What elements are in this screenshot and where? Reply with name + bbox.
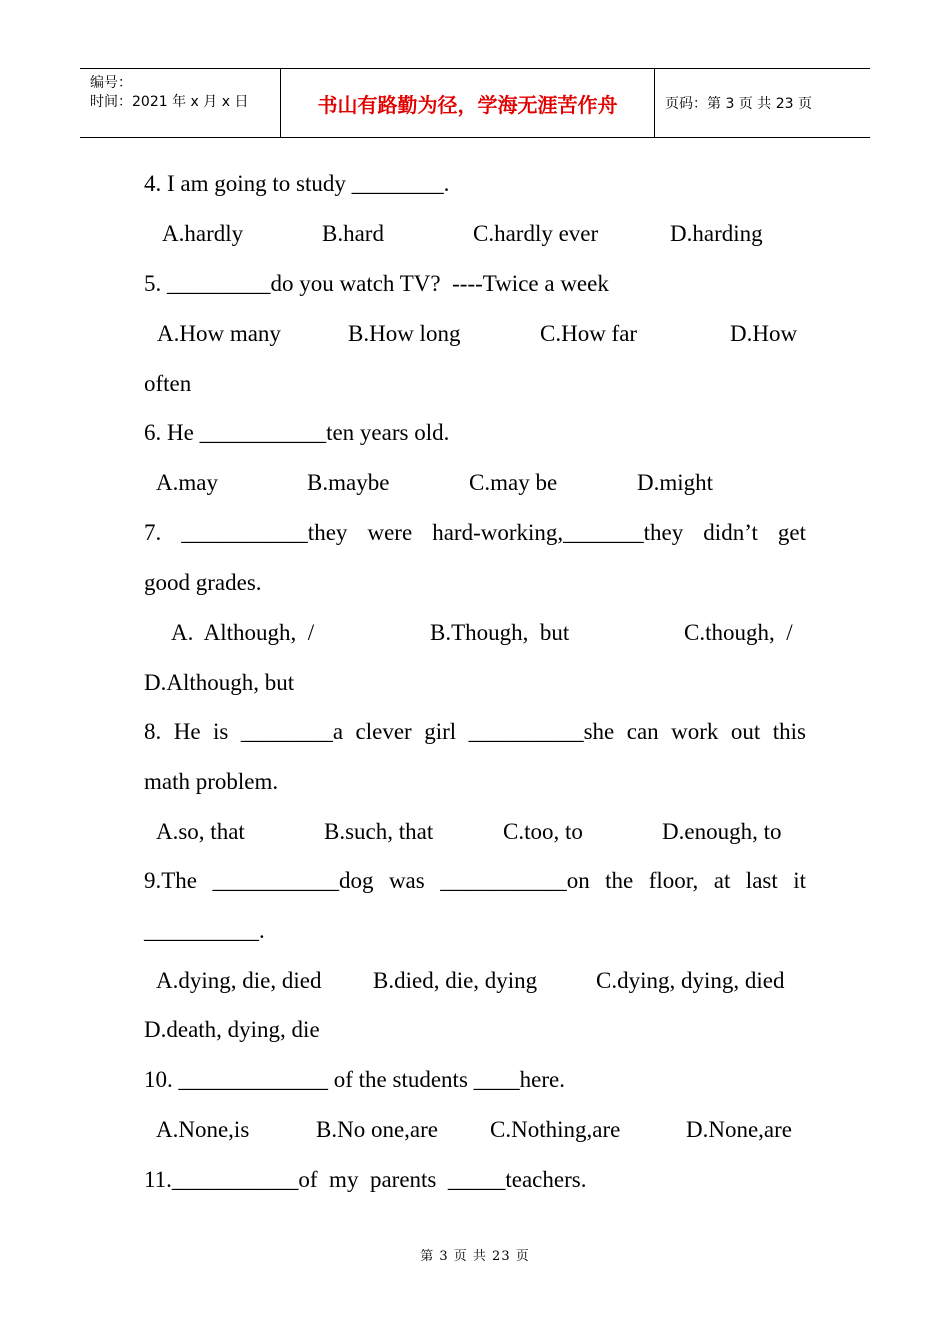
- question-4-option-a: A.hardly: [162, 221, 244, 246]
- question-7-option-b: B.Though, but: [430, 620, 570, 645]
- question-6-option-c: C.may be: [469, 470, 558, 495]
- question-9-stem-wrap: __________.: [144, 918, 265, 943]
- code-label: 编号：: [90, 75, 132, 91]
- question-7-stem-wrap: good grades.: [144, 570, 262, 595]
- question-6-option-d: D.might: [637, 470, 714, 495]
- question-7-option-a: A. Although, /: [171, 620, 315, 645]
- header-page-info: 页码：第 3 页 共 23 页: [665, 96, 812, 112]
- question-7-option-d: D.Although, but: [144, 670, 295, 695]
- page-footer: 第 3 页 共 23 页: [420, 1249, 530, 1264]
- header-meta: [80, 69, 281, 137]
- question-4-stem: 4. I am going to study ________.: [144, 171, 450, 196]
- question-8-stem-wrap: math problem.: [144, 769, 279, 794]
- question-9-option-b: B.died, die, dying: [373, 968, 538, 993]
- question-10-stem: 10. _____________ of the students ____here.: [144, 1067, 565, 1092]
- question-5-option-a: A.How many: [157, 321, 281, 346]
- question-8-stem: 8. He is ________a clever girl __________she can work out this: [144, 719, 806, 744]
- question-8-option-c: C.too, to: [503, 819, 583, 844]
- question-8-option-b: B.such, that: [324, 819, 434, 844]
- question-9-option-d: D.death, dying, die: [144, 1017, 320, 1042]
- question-6-stem: 6. He ___________ten years old.: [144, 420, 450, 445]
- header-motto: 书山有路勤为径，学海无涯苦作舟: [281, 69, 655, 137]
- question-8-option-d: D.enough, to: [662, 819, 782, 844]
- question-5-option-d: D.How: [730, 321, 798, 346]
- question-7-stem: 7. ___________they were hard-working,_______they didn’t get: [144, 520, 806, 545]
- question-5-stem: 5. _________do you watch TV? ----Twice a week: [144, 271, 609, 296]
- question-4-option-d: D.harding: [670, 221, 763, 246]
- question-10-option-a: A.None,is: [156, 1117, 250, 1142]
- question-5-option-c: C.How far: [540, 321, 638, 346]
- question-4-option-c: C.hardly ever: [473, 221, 599, 246]
- question-8-option-a: A.so, that: [156, 819, 245, 844]
- question-9-option-c: C.dying, dying, died: [596, 968, 785, 993]
- date-label: 时间：2021 年 x 月 x 日: [90, 94, 249, 110]
- question-7-option-c: C.though, /: [684, 620, 793, 645]
- question-6-option-b: B.maybe: [307, 470, 390, 495]
- question-5-option-b: B.How long: [348, 321, 461, 346]
- question-6-option-a: A.may: [156, 470, 218, 495]
- question-10-option-d: D.None,are: [686, 1117, 793, 1142]
- question-10-option-b: B.No one,are: [316, 1117, 438, 1142]
- question-9-option-a: A.dying, die, died: [156, 968, 322, 993]
- question-11-stem: 11.___________of my parents _____teachers.: [144, 1167, 587, 1192]
- question-5-option-d-wrap: often: [144, 371, 192, 396]
- question-10-option-c: C.Nothing,are: [490, 1117, 621, 1142]
- question-4-option-b: B.hard: [322, 221, 384, 246]
- question-9-stem: 9.The ___________dog was ___________on the floor, at last it: [144, 868, 806, 893]
- page-header: [80, 68, 870, 138]
